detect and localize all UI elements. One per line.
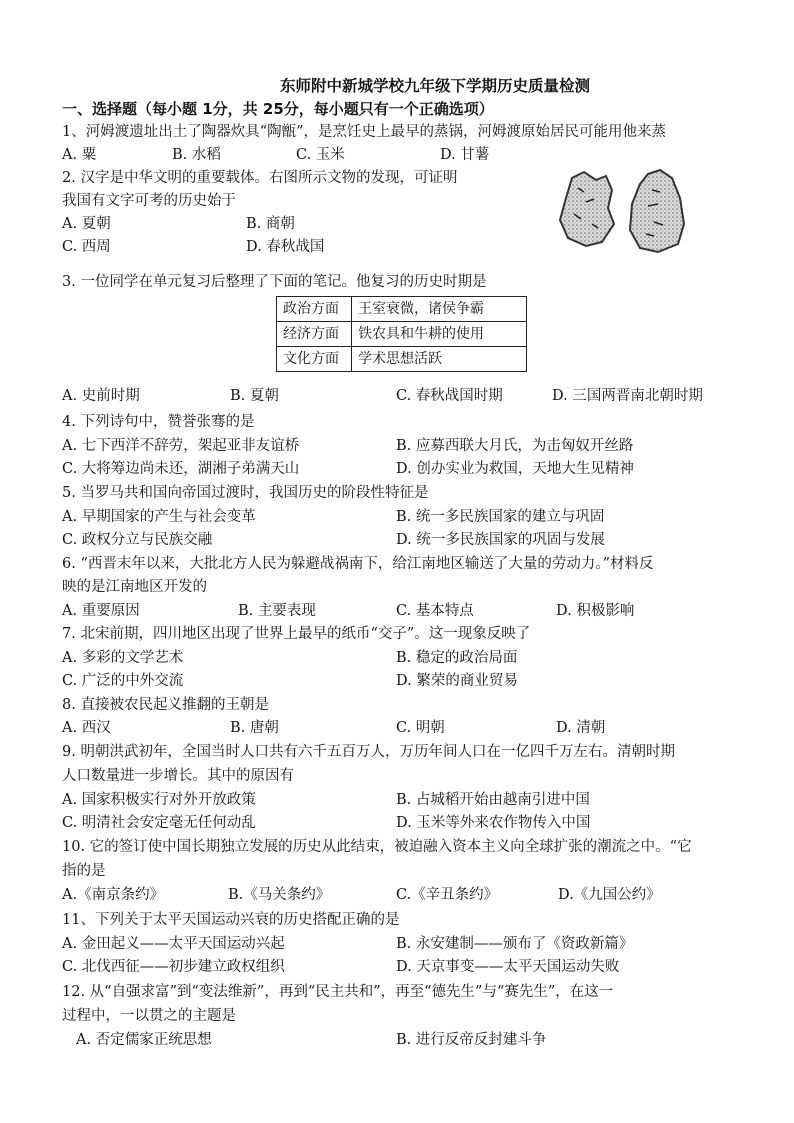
question-9-option-d[interactable]: D. 玉米等外来农作物传入中国: [396, 815, 591, 831]
question-10-option-c[interactable]: C.《辛丑条约》: [396, 887, 499, 903]
question-1-option-b[interactable]: B. 水稻: [172, 147, 221, 163]
question-8-option-c[interactable]: C. 明朝: [396, 720, 445, 736]
question-8-option-a[interactable]: A. 西汉: [62, 720, 111, 736]
question-2-stem: 2. 汉字是中华文明的重要载体。右图所示文物的发现，可证明: [62, 170, 458, 186]
notes-content: 铁农具和牛耕的使用: [352, 322, 527, 347]
question-7-option-b[interactable]: B. 稳定的政治局面: [396, 650, 518, 666]
question-1-stem: 1、河姆渡遗址出土了陶器炊具“陶甑”，是烹饪史上最早的蒸锅，河姆渡原始居民可能用他来蒸: [62, 124, 667, 140]
question-11-option-a[interactable]: A. 金田起义——太平天国运动兴起: [62, 936, 285, 952]
question-9-stem-cont: 人口数量进一步增长。其中的原因有: [62, 768, 294, 784]
question-6-option-b[interactable]: B. 主要表现: [238, 603, 316, 619]
question-9-option-b[interactable]: B. 占城稻开始由越南引进中国: [396, 792, 590, 808]
question-9-stem: 9. 明朝洪武初年，全国当时人口共有六千五百万人，万历年间人口在一亿四千万左右。清朝时期: [62, 744, 675, 760]
question-2-option-c[interactable]: C. 西周: [62, 239, 111, 255]
oracle-bone-artifact-image: [556, 168, 690, 254]
question-4-option-a[interactable]: A. 七下西洋不辞劳，架起亚非友谊桥: [62, 438, 300, 454]
question-3-option-b[interactable]: B. 夏朝: [230, 388, 279, 404]
question-9-option-a[interactable]: A. 国家积极实行对外开放政策: [62, 792, 256, 808]
section-heading: 一、选择题（每小题 1分，共 25分，每小题只有一个正确选项）: [62, 100, 494, 118]
question-11-stem: 11、下列关于太平天国运动兴衰的历史搭配正确的是: [62, 912, 400, 928]
question-8-option-b[interactable]: B. 唐朝: [230, 720, 279, 736]
question-3-option-a[interactable]: A. 史前时期: [62, 388, 140, 404]
question-3-option-d[interactable]: D. 三国两晋南北朝时期: [552, 388, 703, 404]
question-7-option-a[interactable]: A. 多彩的文学艺术: [62, 650, 184, 666]
question-5-option-a[interactable]: A. 早期国家的产生与社会变革: [62, 509, 256, 525]
question-4-option-d[interactable]: D. 创办实业为救国，天地大生见精神: [396, 461, 634, 477]
question-6-option-a[interactable]: A. 重要原因: [62, 603, 140, 619]
question-4-option-b[interactable]: B. 应募西联大月氏，为击匈奴开丝路: [396, 438, 634, 454]
question-4-option-c[interactable]: C. 大将筹边尚未还，湖湘子弟满天山: [62, 461, 300, 477]
question-6-option-c[interactable]: C. 基本特点: [396, 603, 474, 619]
question-6-stem-cont: 映的是江南地区开发的: [62, 579, 207, 595]
question-2-stem-cont: 我国有文字可考的历史始于: [62, 193, 236, 209]
question-3-option-c[interactable]: C. 春秋战国时期: [396, 388, 503, 404]
question-2-option-a[interactable]: A. 夏朝: [62, 216, 111, 232]
question-7-option-c[interactable]: C. 广泛的中外交流: [62, 673, 184, 689]
question-6-option-d[interactable]: D. 积极影响: [556, 603, 635, 619]
question-2-option-b[interactable]: B. 商朝: [246, 216, 295, 232]
question-4-stem: 4. 下列诗句中，赞誉张骞的是: [62, 414, 255, 430]
exam-title: 东师附中新城学校九年级下学期历史质量检测: [279, 77, 590, 95]
question-5-stem: 5. 当罗马共和国向帝国过渡时，我国历史的阶段性特征是: [62, 485, 429, 501]
question-12-stem: 12. 从“自强求富”到“变法维新”，再到“民主共和”，再至“德先生”与“赛先生”，在这一: [62, 984, 614, 1000]
question-5-option-b[interactable]: B. 统一多民族国家的建立与巩固: [396, 509, 605, 525]
question-1-option-c[interactable]: C. 玉米: [296, 147, 345, 163]
question-11-option-c[interactable]: C. 北伐西征——初步建立政权组织: [62, 959, 285, 975]
question-11-option-d[interactable]: D. 天京事变——太平天国运动失败: [396, 959, 620, 975]
question-1-option-d[interactable]: D. 甘薯: [440, 147, 490, 163]
question-10-option-a[interactable]: A.《南京条约》: [62, 887, 165, 903]
question-12-stem-cont: 过程中，一以贯之的主题是: [62, 1008, 236, 1024]
question-1-option-a[interactable]: A. 粟: [62, 147, 97, 163]
question-10-stem-cont: 指的是: [62, 863, 106, 879]
notes-aspect: 经济方面: [277, 322, 352, 347]
question-8-stem: 8. 直接被农民起义推翻的王朝是: [62, 697, 269, 713]
notes-content: 学术思想活跃: [352, 347, 527, 372]
question-5-option-d[interactable]: D. 统一多民族国家的巩固与发展: [396, 532, 605, 548]
study-notes-table: [276, 296, 527, 372]
table-row: [277, 297, 527, 322]
notes-aspect: 文化方面: [277, 347, 352, 372]
question-5-option-c[interactable]: C. 政权分立与民族交融: [62, 532, 213, 548]
notes-content: 王室衰微，诸侯争霸: [352, 297, 527, 322]
question-7-stem: 7. 北宋前期，四川地区出现了世界上最早的纸币“交子”。这一现象反映了: [62, 626, 531, 642]
question-8-option-d[interactable]: D. 清朝: [556, 720, 606, 736]
question-12-option-b[interactable]: B. 进行反帝反封建斗争: [396, 1032, 547, 1048]
question-10-option-d[interactable]: D.《九国公约》: [558, 887, 661, 903]
question-3-stem: 3. 一位同学在单元复习后整理了下面的笔记。他复习的历史时期是: [62, 274, 487, 290]
question-11-option-b[interactable]: B. 永安建制——颁布了《资政新篇》: [396, 936, 634, 952]
table-row: [277, 347, 527, 372]
question-2-option-d[interactable]: D. 春秋战国: [246, 239, 325, 255]
table-row: [277, 322, 527, 347]
question-12-option-a[interactable]: A. 否定儒家正统思想: [76, 1032, 212, 1048]
question-10-option-b[interactable]: B.《马关条约》: [228, 887, 331, 903]
question-9-option-c[interactable]: C. 明清社会安定毫无任何动乱: [62, 815, 256, 831]
question-7-option-d[interactable]: D. 繁荣的商业贸易: [396, 673, 518, 689]
question-6-stem: 6. “西晋末年以来，大批北方人民为躲避战祸南下，给江南地区输送了大量的劳动力。”材料反: [62, 556, 654, 572]
notes-aspect: 政治方面: [277, 297, 352, 322]
question-10-stem: 10. 它的签订使中国长期独立发展的历史从此结束，被迫融入资本主义向全球扩张的潮流之中。“它: [62, 839, 692, 855]
